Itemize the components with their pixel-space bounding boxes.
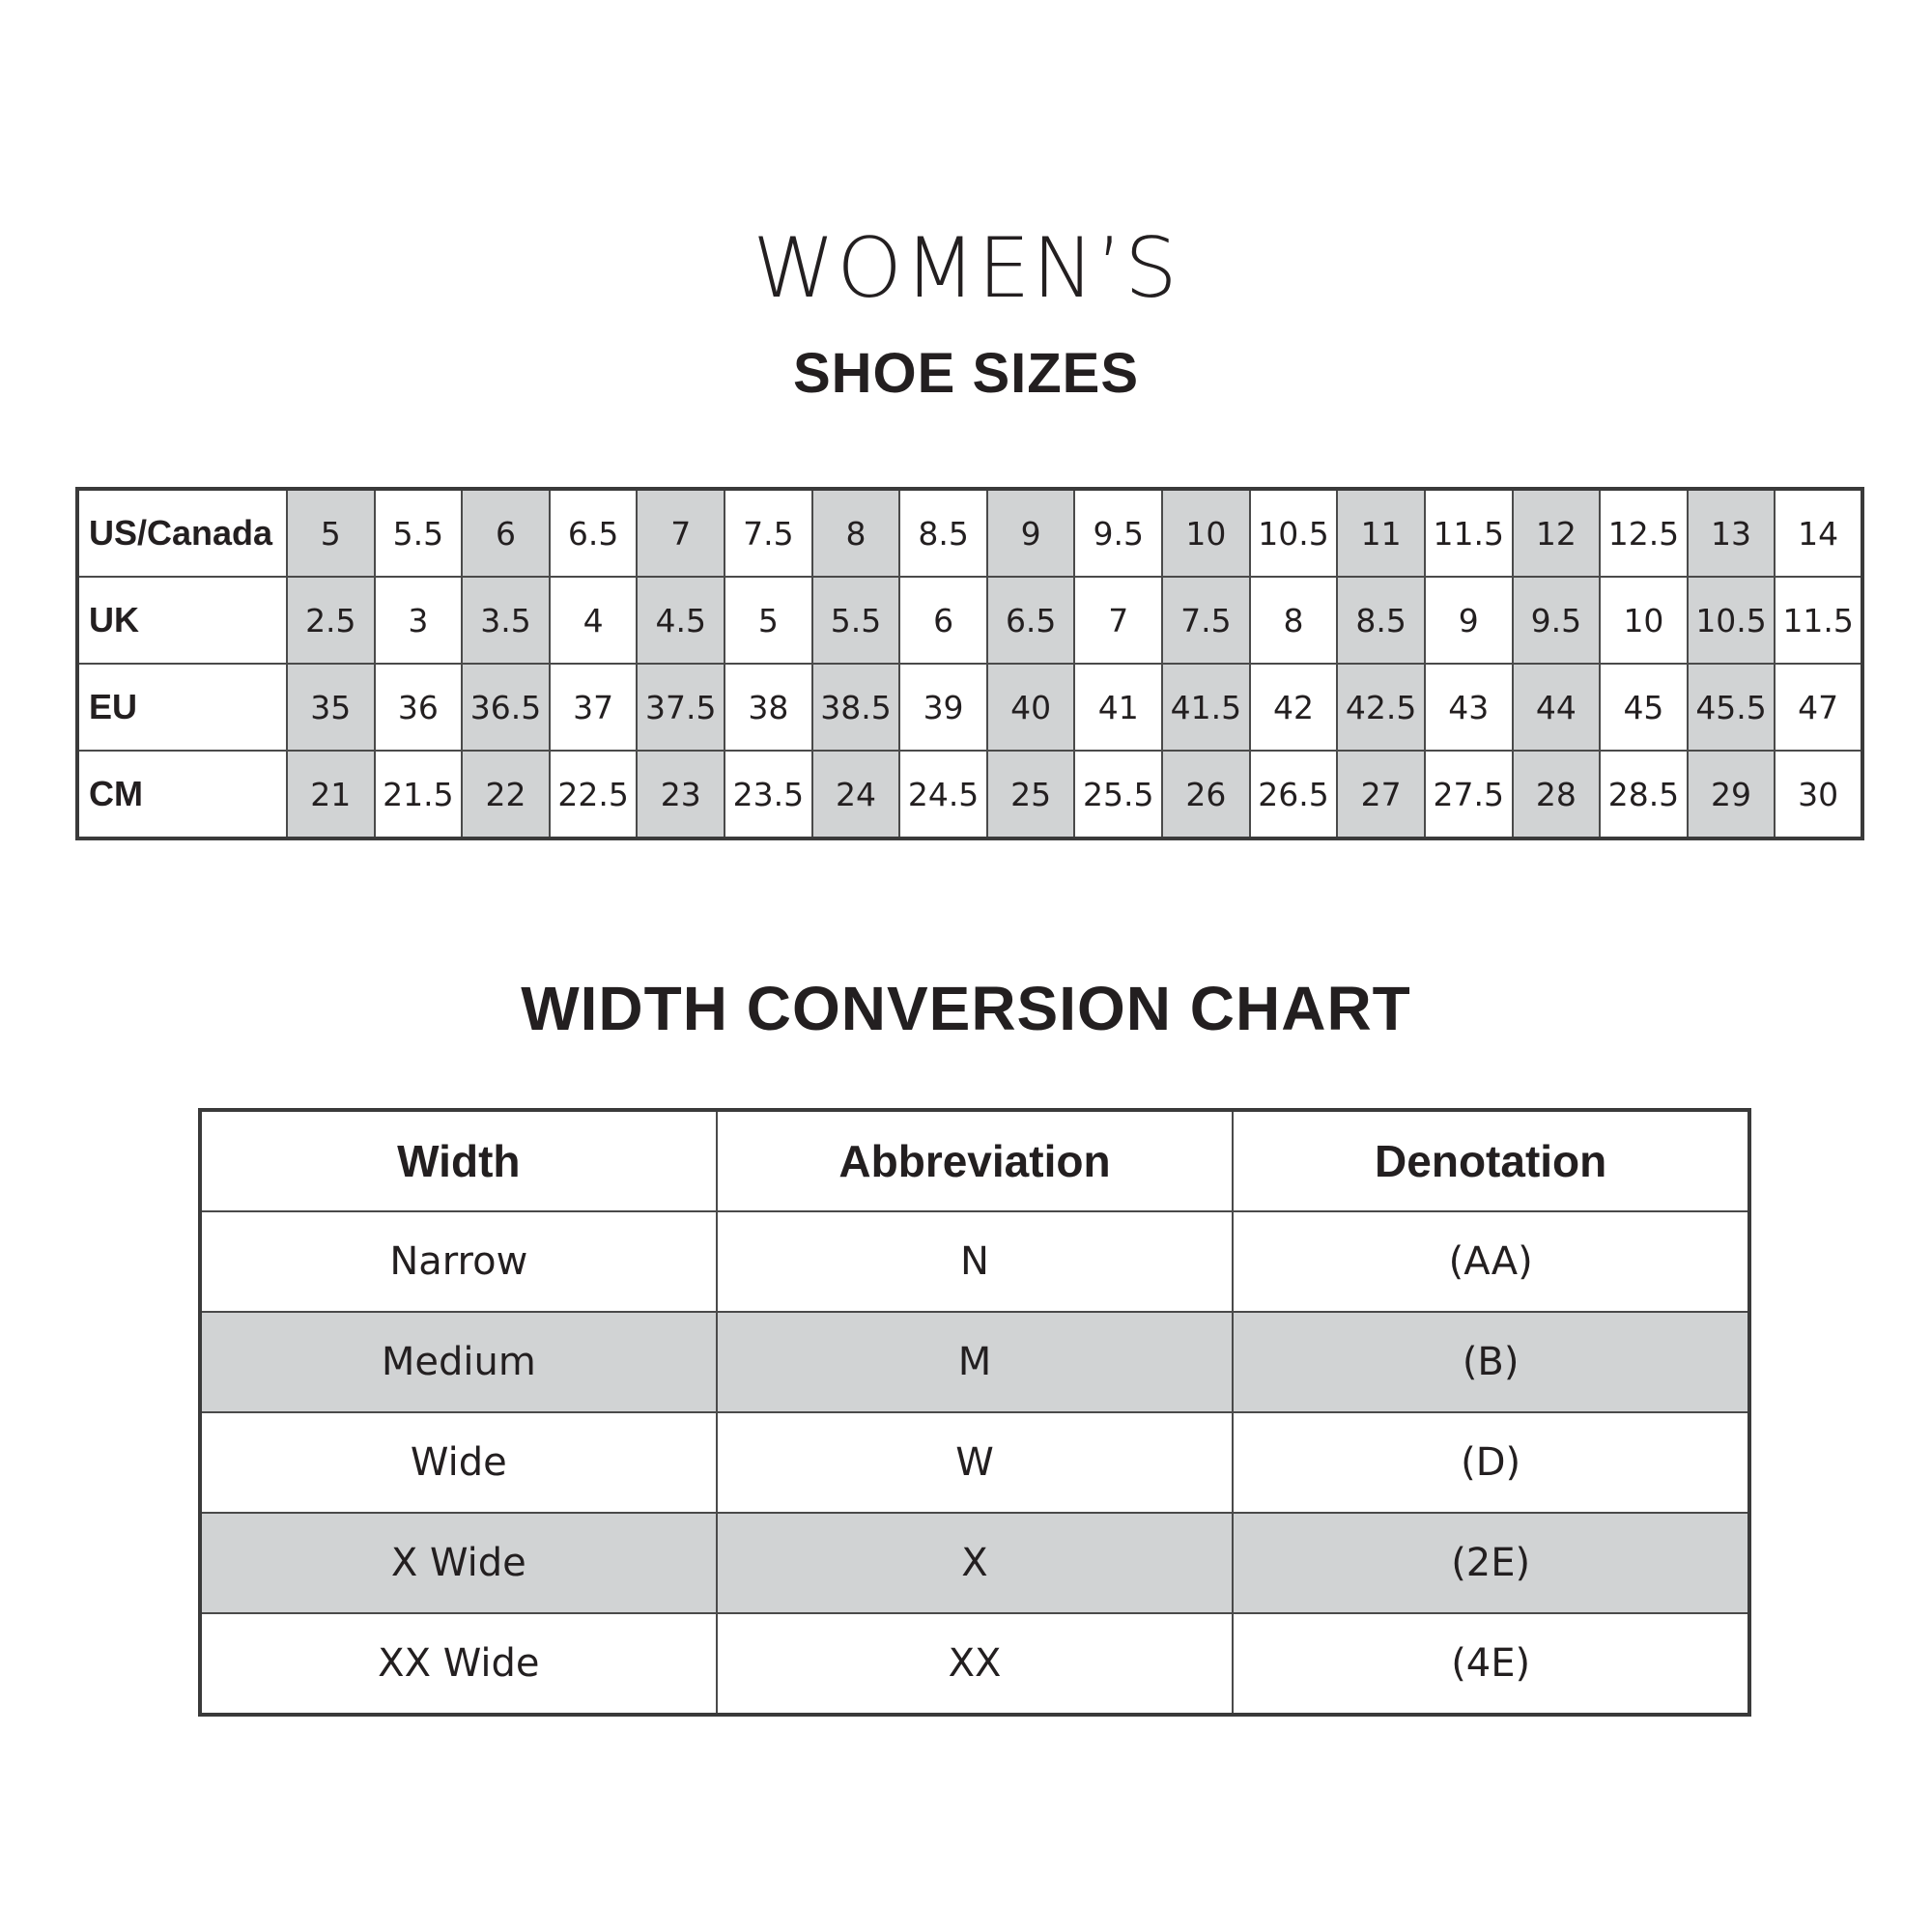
size-cell: 29 bbox=[1688, 751, 1776, 838]
size-cell: 9 bbox=[1425, 577, 1513, 664]
size-cell: 36 bbox=[375, 664, 463, 751]
size-row bbox=[77, 489, 1862, 577]
size-cell: 41.5 bbox=[1162, 664, 1250, 751]
size-cell: 3.5 bbox=[462, 577, 550, 664]
width-row bbox=[200, 1613, 1749, 1715]
width-cell: X Wide bbox=[200, 1513, 717, 1613]
width-cell: XX Wide bbox=[200, 1613, 717, 1715]
size-cell: 8.5 bbox=[1337, 577, 1425, 664]
size-cell: 11 bbox=[1337, 489, 1425, 577]
abbreviation-cell: W bbox=[717, 1412, 1234, 1513]
size-cell: 44 bbox=[1513, 664, 1601, 751]
size-cell: 6 bbox=[899, 577, 987, 664]
size-cell: 8 bbox=[1250, 577, 1338, 664]
denotation-cell: (2E) bbox=[1233, 1513, 1749, 1613]
size-cell: 6.5 bbox=[550, 489, 638, 577]
size-cell: 25.5 bbox=[1074, 751, 1162, 838]
size-cell: 23 bbox=[637, 751, 724, 838]
size-cell: 9 bbox=[987, 489, 1075, 577]
abbreviation-cell: M bbox=[717, 1312, 1234, 1412]
size-cell: 9.5 bbox=[1513, 577, 1601, 664]
size-cell: 2.5 bbox=[287, 577, 375, 664]
abbreviation-cell: XX bbox=[717, 1613, 1234, 1715]
size-cell: 21.5 bbox=[375, 751, 463, 838]
abbreviation-cell: N bbox=[717, 1211, 1234, 1312]
size-cell: 27 bbox=[1337, 751, 1425, 838]
denotation-cell: (D) bbox=[1233, 1412, 1749, 1513]
width-column-header: Width bbox=[200, 1110, 717, 1211]
width-table-header-row bbox=[200, 1110, 1749, 1211]
denotation-cell: (4E) bbox=[1233, 1613, 1749, 1715]
size-cell: 10.5 bbox=[1688, 577, 1776, 664]
size-cell: 11.5 bbox=[1775, 577, 1862, 664]
denotation-cell: (B) bbox=[1233, 1312, 1749, 1412]
size-cell: 11.5 bbox=[1425, 489, 1513, 577]
size-cell: 7 bbox=[637, 489, 724, 577]
size-cell: 28.5 bbox=[1600, 751, 1688, 838]
abbreviation-column-header: Abbreviation bbox=[717, 1110, 1234, 1211]
size-cell: 38.5 bbox=[812, 664, 900, 751]
size-cell: 5.5 bbox=[812, 577, 900, 664]
size-cell: 37 bbox=[550, 664, 638, 751]
size-cell: 37.5 bbox=[637, 664, 724, 751]
size-cell: 26.5 bbox=[1250, 751, 1338, 838]
width-cell: Narrow bbox=[200, 1211, 717, 1312]
denotation-cell: (AA) bbox=[1233, 1211, 1749, 1312]
size-cell: 12 bbox=[1513, 489, 1601, 577]
abbreviation-cell: X bbox=[717, 1513, 1234, 1613]
size-cell: 36.5 bbox=[462, 664, 550, 751]
page-title: WOMEN’S bbox=[753, 220, 1179, 317]
size-cell: 47 bbox=[1775, 664, 1862, 751]
size-row bbox=[77, 751, 1862, 838]
size-cell: 10.5 bbox=[1250, 489, 1338, 577]
size-cell: 38 bbox=[724, 664, 812, 751]
size-cell: 22 bbox=[462, 751, 550, 838]
size-cell: 8.5 bbox=[899, 489, 987, 577]
width-row bbox=[200, 1412, 1749, 1513]
size-cell: 14 bbox=[1775, 489, 1862, 577]
size-cell: 5 bbox=[287, 489, 375, 577]
size-cell: 42 bbox=[1250, 664, 1338, 751]
size-cell: 25 bbox=[987, 751, 1075, 838]
size-cell: 45.5 bbox=[1688, 664, 1776, 751]
width-row bbox=[200, 1312, 1749, 1412]
size-cell: 4.5 bbox=[637, 577, 724, 664]
size-row bbox=[77, 577, 1862, 664]
size-cell: 13 bbox=[1688, 489, 1776, 577]
shoe-size-table bbox=[75, 487, 1864, 840]
denotation-column-header: Denotation bbox=[1233, 1110, 1749, 1211]
size-cell: 24 bbox=[812, 751, 900, 838]
size-cell: 27.5 bbox=[1425, 751, 1513, 838]
size-row-label: CM bbox=[77, 751, 287, 838]
size-cell: 12.5 bbox=[1600, 489, 1688, 577]
size-cell: 7 bbox=[1074, 577, 1162, 664]
size-cell: 8 bbox=[812, 489, 900, 577]
size-cell: 6 bbox=[462, 489, 550, 577]
size-cell: 7.5 bbox=[1162, 577, 1250, 664]
size-cell: 28 bbox=[1513, 751, 1601, 838]
size-row bbox=[77, 664, 1862, 751]
size-cell: 42.5 bbox=[1337, 664, 1425, 751]
size-cell: 10 bbox=[1162, 489, 1250, 577]
size-cell: 45 bbox=[1600, 664, 1688, 751]
size-cell: 23.5 bbox=[724, 751, 812, 838]
size-cell: 4 bbox=[550, 577, 638, 664]
size-cell: 26 bbox=[1162, 751, 1250, 838]
page-subtitle: SHOE SIZES bbox=[792, 342, 1140, 405]
size-cell: 35 bbox=[287, 664, 375, 751]
width-row bbox=[200, 1513, 1749, 1613]
size-row-label: EU bbox=[77, 664, 287, 751]
size-cell: 24.5 bbox=[899, 751, 987, 838]
width-cell: Wide bbox=[200, 1412, 717, 1513]
width-row bbox=[200, 1211, 1749, 1312]
size-cell: 3 bbox=[375, 577, 463, 664]
size-cell: 21 bbox=[287, 751, 375, 838]
size-cell: 40 bbox=[987, 664, 1075, 751]
size-cell: 30 bbox=[1775, 751, 1862, 838]
size-cell: 41 bbox=[1074, 664, 1162, 751]
width-chart-title: WIDTH CONVERSION CHART bbox=[521, 974, 1411, 1043]
width-cell: Medium bbox=[200, 1312, 717, 1412]
size-cell: 7.5 bbox=[724, 489, 812, 577]
size-row-label: UK bbox=[77, 577, 287, 664]
size-cell: 9.5 bbox=[1074, 489, 1162, 577]
size-cell: 22.5 bbox=[550, 751, 638, 838]
size-row-label: US/Canada bbox=[77, 489, 287, 577]
size-cell: 5 bbox=[724, 577, 812, 664]
size-cell: 6.5 bbox=[987, 577, 1075, 664]
size-cell: 5.5 bbox=[375, 489, 463, 577]
width-conversion-table bbox=[198, 1108, 1751, 1717]
size-cell: 10 bbox=[1600, 577, 1688, 664]
size-cell: 39 bbox=[899, 664, 987, 751]
size-cell: 43 bbox=[1425, 664, 1513, 751]
